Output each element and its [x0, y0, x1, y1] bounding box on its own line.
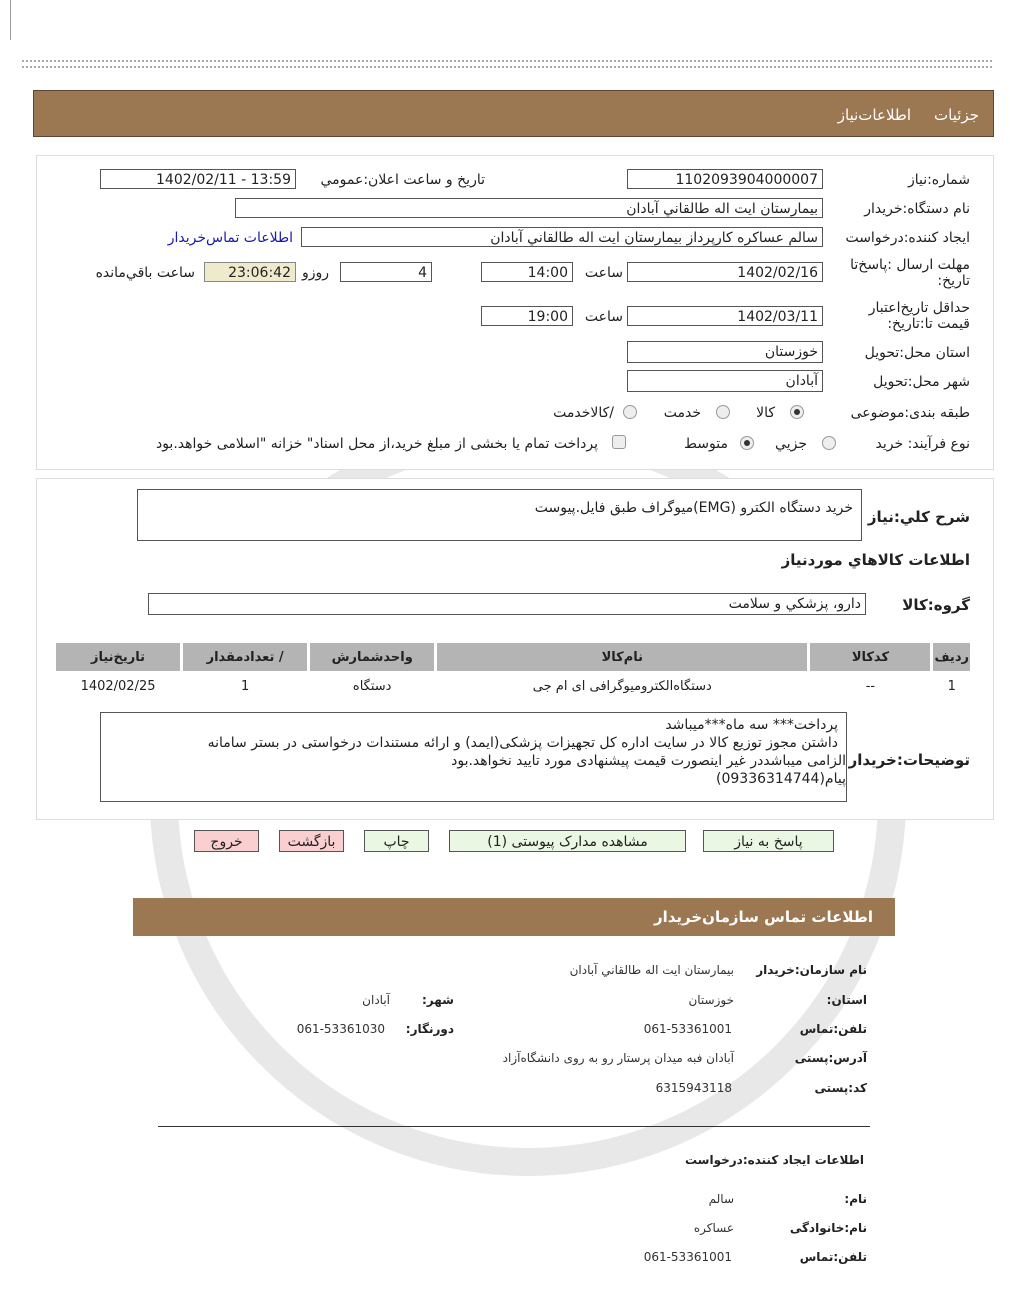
buyer-org-label: نام دستگاه:خريدار: [864, 201, 970, 217]
col-name: نام‌کالا: [437, 643, 807, 671]
deadline-date-field: 1402/02/16: [627, 262, 823, 282]
col-unit: واحدشمارش: [310, 643, 434, 671]
need-number-label: شماره:نیاز: [907, 172, 970, 188]
tab-details[interactable]: جزئیات: [934, 106, 979, 124]
category-both-radio[interactable]: [623, 405, 637, 419]
print-button[interactable]: چاپ: [364, 830, 429, 852]
goods-group-label: گروه:کالا: [902, 596, 970, 614]
creator-phone-label: تلفن:تماس: [799, 1250, 867, 1264]
items-header-row: [56, 643, 970, 671]
view-documents-button[interactable]: مشاهده مدارک پيوستی (1): [449, 830, 686, 852]
contact-province-label: استان:: [826, 993, 867, 1007]
table-row: [56, 674, 970, 698]
remaining-label: ساعت باقي‌مانده: [95, 265, 195, 281]
summary-field: خريد دستگاه الکترو (EMG)ميوگراف طبق فايل.پيوست: [137, 489, 862, 541]
announce-field: 1402/02/11 - 13:59: [100, 169, 296, 189]
cell-code: --: [865, 678, 876, 694]
need-number-field: 1102093904000007: [627, 169, 823, 189]
validity-time-field: 19:00: [481, 306, 573, 326]
contact-address-value: آبادان فبه میدان پرستار رو به روی دانشگاه‌آزاد: [502, 1051, 734, 1065]
category-label: طبقه بندی:موضوعی: [850, 405, 970, 421]
validity-date-field: 1402/03/11: [627, 306, 823, 326]
city-field: آبادان: [627, 370, 823, 392]
contact-phone-label: تلفن:تماس: [799, 1022, 867, 1036]
contact-postal-value: 6315943118: [655, 1081, 732, 1095]
treasury-payment-label: پرداخت تمام يا بخشی از مبلغ خريد،از محل اسناد" خزانه "اسلامی خواهد.بود: [155, 436, 598, 452]
category-service-radio[interactable]: [716, 405, 730, 419]
col-code: کدکالا: [810, 643, 930, 671]
process-label: نوع فرآیند: خريد: [875, 436, 970, 452]
cell-unit: دستگاه: [352, 678, 392, 694]
contact-fax-value: 061-53361030: [296, 1022, 385, 1036]
validity-time-label: ساعت: [584, 309, 623, 325]
creator-family-label: نام:خانوادگی: [789, 1221, 867, 1235]
category-goods-label: کالا: [756, 405, 775, 421]
validity-label: حداقل تاريخ‌اعتبار قيمت تا:تاريخ:: [868, 300, 970, 332]
creator-name-label: نام:: [844, 1192, 867, 1206]
contact-phone-value: 061-53361001: [643, 1022, 732, 1036]
process-medium-label: متوسط: [684, 436, 728, 452]
remaining-time-field: 23:06:42: [204, 262, 296, 282]
days-count-field: 4: [340, 262, 432, 282]
goods-info-title: اطلاعات کالاهاي موردنياز: [781, 551, 970, 569]
contact-city-label: شهر:: [422, 993, 454, 1007]
buyer-notes-line: داشتن مجوز توزیع کالا در سایت اداره کل تجهیزات پزشکی(ایمد) و ارائه مستندات درخواستی در بستر سامانه: [207, 735, 838, 751]
buyer-org-field: بيمارستان ايت اله طالقاني آبادان: [235, 198, 823, 218]
process-partial-label: جزيي: [775, 436, 807, 452]
deadline-time-field: 14:00: [481, 262, 573, 282]
contact-fax-label: دورنگار:: [405, 1022, 454, 1036]
back-button[interactable]: بازگشت: [279, 830, 344, 852]
summary-label: شرح کلي:نياز: [867, 508, 970, 526]
buyer-notes-line: پرداخت*** سه ماه***میباشد: [665, 717, 838, 733]
creator-phone-value: 061-53361001: [643, 1250, 732, 1264]
creator-family-value: عساکره: [693, 1221, 734, 1235]
province-field: خوزستان: [627, 341, 823, 363]
contact-section-title: اطلاعات تماس سازمان‌خريدار: [653, 908, 873, 926]
contact-org-label: نام سازمان:خريدار: [756, 963, 867, 977]
contact-divider: [158, 1126, 870, 1127]
cell-name: دستگاه‌الکترومیوگرافی ای ام جی: [532, 678, 712, 694]
contact-org-value: بيمارستان ايت اله طالقاني آبادان: [569, 963, 734, 977]
category-goods-radio[interactable]: [790, 405, 804, 419]
process-partial-radio[interactable]: [822, 436, 836, 450]
buyer-notes-line: الزامی میباشددر غیر اینصورت قیمت پیشنهادی مورد تایید نخواهد.بود: [451, 753, 846, 769]
creator-field: سالم عساکره کارپرداز بيمارستان ايت اله طالقاني آبادان: [301, 227, 823, 247]
cell-quantity: 1: [240, 678, 250, 694]
header-bar: [33, 90, 994, 137]
process-medium-radio[interactable]: [740, 436, 754, 450]
goods-group-field: دارو، پزشکي و سلامت: [148, 593, 866, 615]
buyer-notes-label: توضيحات:خريدار: [848, 751, 970, 769]
tab-need-info[interactable]: اطلاعات‌نیاز: [837, 106, 911, 124]
contact-postal-label: کد:پستی: [814, 1081, 867, 1095]
category-both-label: /کالاخدمت: [553, 405, 614, 421]
creator-info-title: اطلاعات ایجاد کننده:درخواست: [684, 1153, 864, 1167]
province-label: استان محل:تحويل: [864, 345, 970, 361]
buyer-notes-line: پیام(09336314744): [716, 771, 846, 787]
treasury-payment-checkbox[interactable]: [612, 435, 626, 449]
buyer-contact-link[interactable]: اطلاعات تماس‌خريدار: [167, 230, 293, 246]
reply-button[interactable]: پاسخ به نياز: [703, 830, 834, 852]
col-quantity: / تعدادمقدار: [183, 643, 307, 671]
announce-label: تاريخ و ساعت اعلان:عمومي: [320, 172, 485, 188]
buyer-notes-field: [100, 712, 847, 802]
page-edge-line: [10, 0, 11, 40]
cell-need-date: 1402/02/25: [80, 678, 156, 694]
city-label: شهر محل:تحويل: [873, 374, 970, 390]
contact-province-value: خوزستان: [688, 993, 734, 1007]
contact-city-value: آبادان: [362, 993, 390, 1007]
days-label: روزو: [301, 265, 329, 281]
items-table: [53, 640, 973, 701]
col-need-date: تاريخ‌نياز: [56, 643, 180, 671]
deadline-time-label: ساعت: [584, 265, 623, 281]
creator-label: ايجاد کننده:درخواست: [845, 230, 970, 246]
creator-name-value: سالم: [708, 1192, 734, 1206]
category-service-label: خدمت: [663, 405, 701, 421]
exit-button[interactable]: خروج: [194, 830, 259, 852]
top-divider: [22, 60, 992, 68]
contact-address-label: آدرس:پستی: [794, 1051, 867, 1065]
cell-row: 1: [947, 678, 956, 694]
col-row: رديف: [933, 643, 970, 671]
deadline-label: مهلت ارسال :پاسخ‌تا تاريخ:: [850, 257, 970, 289]
contact-section-bar: [133, 898, 895, 936]
